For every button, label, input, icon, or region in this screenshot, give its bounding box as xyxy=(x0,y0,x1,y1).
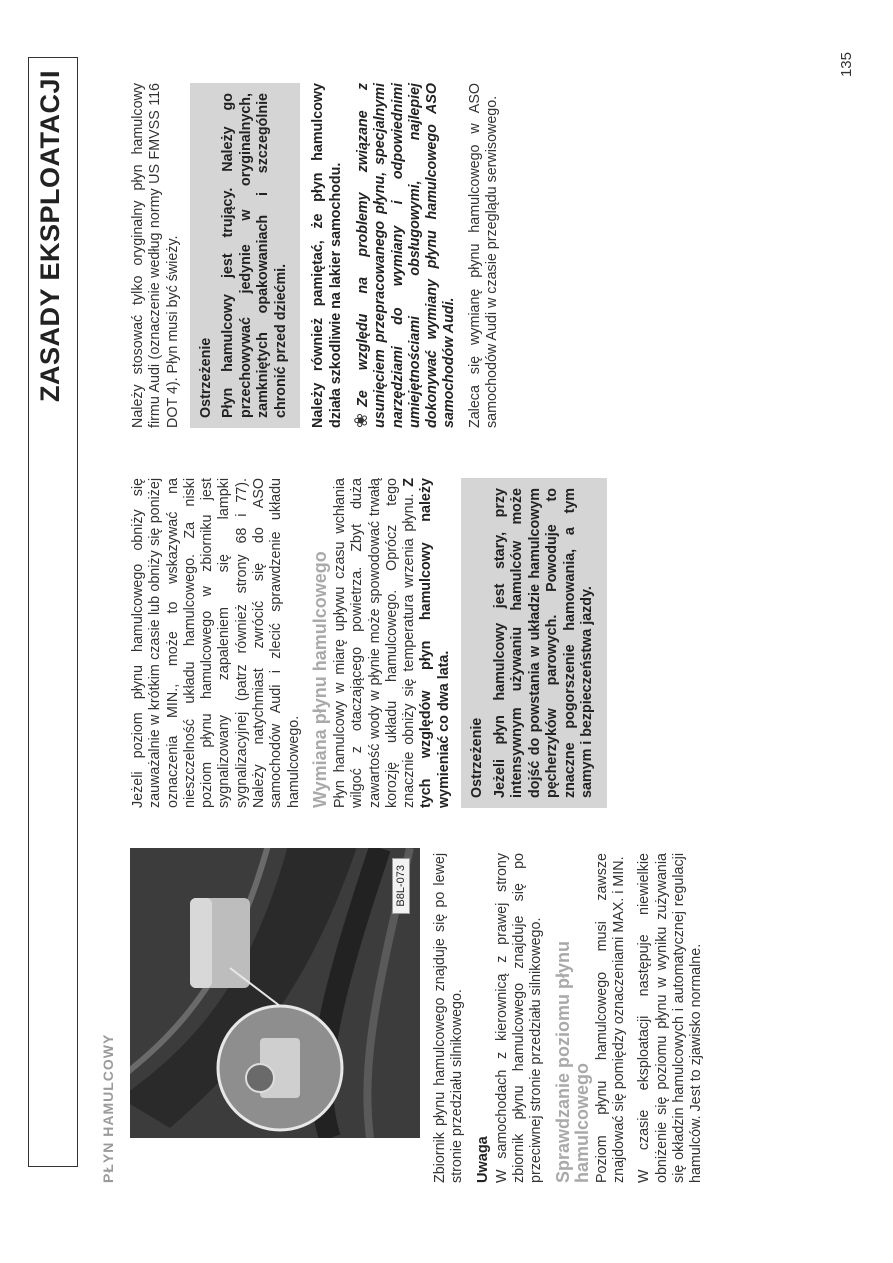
heading-wymiana: Wymiana płynu hamulcowego xyxy=(309,551,330,808)
paragraph: W czasie eksploatacji następuje niewielkie obniżenie się poziomu płynu w wyniku zużywania się okładzin hamulcowych i automatycznej regulacji hamulców. Jest to zjawisko normalne. xyxy=(636,853,705,1183)
paragraph: W samochodach z kierownicą z prawej strony zbiornik płynu hamulcowego znajduje się po przeciwnej stronie przedziału silnikowego. xyxy=(493,853,545,1183)
paragraph: Zaleca się wymianę płynu hamulcowego w ASO samochodów Audi w czasie przeglądu serwisowego. xyxy=(466,83,501,428)
section-label: PŁYN HAMULCOWY xyxy=(100,1033,116,1183)
heading-sprawdzanie: Sprawdzanie poziomu płynu hamulcowego xyxy=(552,940,592,1183)
paragraph xyxy=(332,478,453,808)
warning-box xyxy=(461,478,607,808)
warning-box xyxy=(190,83,301,428)
warning-text: Płyn hamulcowy jest trujący. Należy go przechowywać jedynie w oryginalnych, zamkniętych opakowaniach i szczególnie chronić przed dziećmi. xyxy=(220,93,289,418)
paragraph: Poziom płynu hamulcowego musi zawsze znajdować się pomiędzy oznaczeniami MAX. i MIN. xyxy=(593,853,628,1183)
engine-bay-photo xyxy=(130,848,420,1138)
column-right xyxy=(130,83,509,428)
paragraph: Należy stosować tylko oryginalny płyn hamulcowy firmu Audi (oznaczenie według normy US FMVSS 116 DOT 4). Płyn musi być świeży. xyxy=(130,83,181,428)
header-bar xyxy=(28,57,78,1167)
engine-bay-illustration xyxy=(130,848,420,1138)
paragraph-bold: Należy również pamiętać, że płyn hamulcowy działa szkodliwie na lakier samochodu. xyxy=(310,83,344,428)
paragraph: Jeżeli poziom płynu hamulcowego obniży się zauważalnie w krótkim czasie lub obniży się poniżej oznaczenia MIN., może to wskazywać na nieszczelność układu hamulcowego. Za niski poziom płynu hamulcowego w zbiorniku jest sygnalizowany zapaleniem się lampki sygnalizacyjnej (patrz również strony 68 i 77). Należy natychmiast zwrócić się do ASO samochodów Audi i zlecić sprawdzenie układu hamulcowego. xyxy=(130,478,302,808)
paragraph-bold-text: Z tych względów płyn hamulcowy należy wymieniać co dwa lata. xyxy=(401,478,452,808)
environment-flower-icon: ❀ xyxy=(350,412,371,428)
paragraph: Zbiornik płynu hamulcowego znajduje się po lewej stronie przedziału silnikowego. xyxy=(432,853,466,1183)
warning-title: Ostrzeżenie xyxy=(197,337,214,418)
environment-note-text: Ze względu na problemy związane z usunięciem przepracowanego płynu, specjalnymi narzędziami do wymiany i odpowiednimi umiejętnościami obsługowymi, najlepiej dokonywać wymiany płynu hamulcowego ASO samochodów Audi. xyxy=(354,83,458,428)
figure-label: B8L-073 xyxy=(392,858,410,914)
heading-uwaga: Uwaga xyxy=(474,1136,491,1183)
page-number: 135 xyxy=(838,52,855,78)
column-left xyxy=(432,853,714,1183)
column-middle xyxy=(130,478,617,808)
environment-note xyxy=(350,83,459,428)
warning-title: Ostrzeżenie xyxy=(469,717,486,798)
warning-text: Jeżeli płyn hamulcowy jest stary, przy intensywnym używaniu hamulców może dojść do powstania w układzie hamulcowym pęcherzyków parowych. Powoduje to znaczne pogorszenie hamowania, a tym samym i bezpieczeństwa jazdy. xyxy=(491,488,596,798)
paragraph-text: Płyn hamulcowy w miarę upływu czasu wchłania wilgoć z otaczającego powietrza. Zbyt duża zawartość wody w płynie może spowodować trwałą korozję układu hamulcowego. Oprócz tego znacznie obniży się temperatura wrzenia płynu. xyxy=(331,478,418,808)
page-title: ZASADY EKSPLOATACJI xyxy=(35,70,65,403)
